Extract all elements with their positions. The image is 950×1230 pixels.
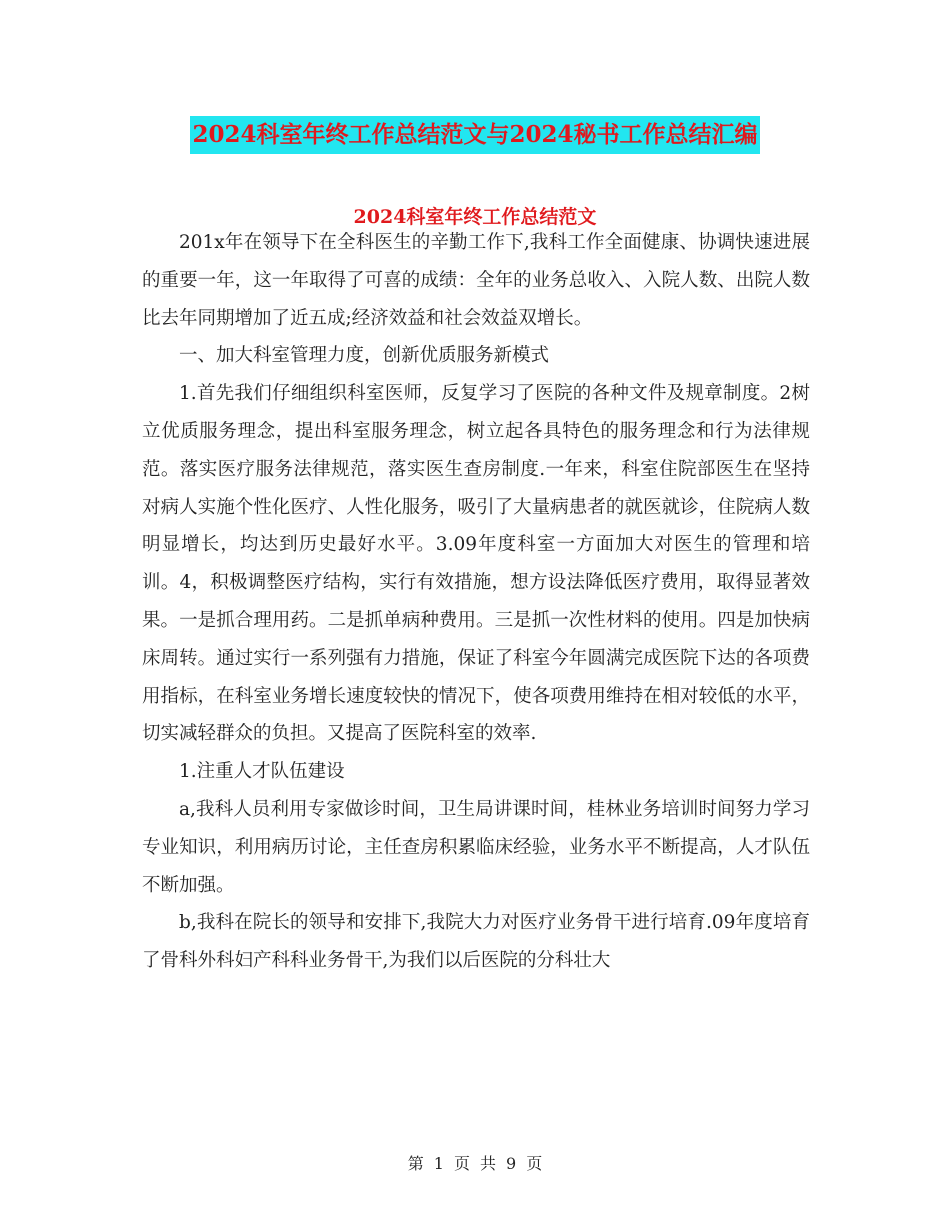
footer-label-total-unit: 页 [526, 1154, 543, 1173]
footer-label-page-unit: 页 [453, 1154, 470, 1173]
paragraph-talent-a: a,我科人员利用专家做诊时间，卫生局讲课时间，桂林业务培训时间努力学习专业知识，利用病历讨论，主任查房积累临床经验，业务水平不断提高，人才队伍不断加强。 [142, 798, 810, 896]
paragraph-heading-management: 一、加大科室管理力度，创新优质服务新模式 [179, 345, 550, 367]
footer-page-number: 1 [433, 1154, 444, 1173]
footer-total-pages: 9 [506, 1154, 517, 1173]
page-footer [0, 1152, 950, 1176]
document-body [142, 224, 810, 980]
paragraph-intro: 201x年在领导下在全科医生的辛勤工作下,我科工作全面健康、协调快速进展的重要一年，这一年取得了可喜的成绩：全年的业务总收入、入院人数、出院人数比去年同期增加了近五成;经济效益和社会效益双增长。 [142, 232, 810, 329]
document-title [0, 112, 950, 154]
document-title-text: 2024科室年终工作总结范文与2024秘书工作总结汇编 [190, 116, 759, 154]
section-title: 2024科室年终工作总结范文 [353, 206, 597, 228]
footer-label-page: 第 [407, 1154, 424, 1173]
paragraph-management-details: 1.首先我们仔细组织科室医师，反复学习了医院的各种文件及规章制度。2树立优质服务理念，提出科室服务理念，树立起各具特色的服务理念和行为法律规范。落实医疗服务法律规范，落实医生查房制度.一年来，科室住院部医生在坚持对病人实施个性化医疗、人性化服务，吸引了大量病患者的就医就诊，住院病人数明显增长，均达到历史最好水平。3.09年度科室一方面加大对医生的管理和培训。4，积极调整医疗结构，实行有效措施，想方设法降低医疗费用，取得显著效果。一是抓合理用药。二是抓单病种费用。三是抓一次性材料的使用。四是加快病床周转。通过实行一系列强有力措施，保证了科室今年圆满完成医院下达的各项费用指标，在科室业务增长速度较快的情况下，使各项费用维持在相对较低的水平，切实减轻群众的负担。又提高了医院科室的效率. [142, 383, 810, 745]
footer-label-total: 共 [480, 1154, 497, 1173]
paragraph-heading-talent: 1.注重人才队伍建设 [179, 761, 345, 783]
paragraph-talent-b: b,我科在院长的领导和安排下,我院大力对医疗业务骨干进行培育.09年度培育了骨科外科妇产科科业务骨干,为我们以后医院的分科壮大 [142, 912, 810, 972]
